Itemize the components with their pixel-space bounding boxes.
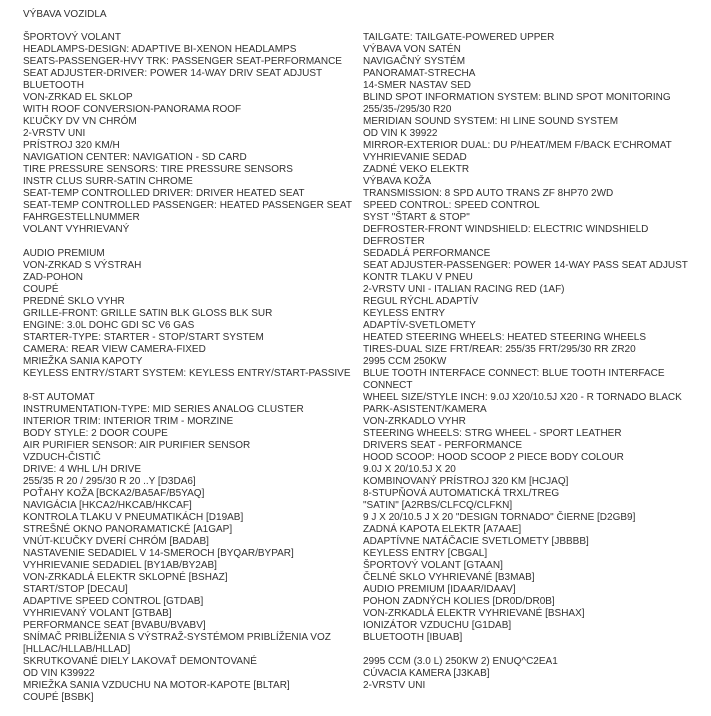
equipment-item-right: SEDADLÁ PERFORMANCE	[363, 248, 491, 259]
equipment-item-right: 2-VRSTV UNI	[363, 680, 426, 691]
equipment-row	[23, 116, 711, 128]
equipment-item-right: KEYLESS ENTRY [CBGAL]	[363, 548, 488, 559]
equipment-item-left: STARTER-TYPE: STARTER - STOP/START SYSTEM	[23, 332, 264, 343]
page-title: VÝBAVA VOZIDLA	[23, 9, 107, 20]
equipment-item-right: HOOD SCOOP: HOOD SCOOP 2 PIECE BODY COLOUR	[363, 452, 624, 463]
equipment-item-right: DEFROSTER-FRONT WINDSHIELD: ELECTRIC WINDSHIELD	[363, 224, 649, 235]
equipment-item-left: VYHRIEVANÝ VOLANT [GTBAB]	[23, 608, 172, 619]
equipment-item-left	[23, 380, 363, 392]
equipment-row	[23, 668, 711, 680]
equipment-row	[23, 404, 711, 416]
equipment-item-right: 8-STUPŇOVÁ AUTOMATICKÁ TRXL/TREG	[363, 488, 560, 499]
equipment-row	[23, 512, 711, 524]
equipment-item-left: BLUETOOTH	[23, 80, 84, 91]
equipment-row	[23, 308, 711, 320]
equipment-item-left: COUPÉ [BSBK]	[23, 692, 94, 703]
equipment-item-left: FAHRGESTELLNUMMER	[23, 212, 140, 223]
equipment-item-left: ADAPTIVE SPEED CONTROL [GTDAB]	[23, 596, 204, 607]
equipment-item-right: 255/35-/295/30 R20	[363, 104, 452, 115]
equipment-item-left: 255/35 R 20 / 295/30 R 20 ..Y [D3DA6]	[23, 476, 196, 487]
equipment-item-left: PERFORMANCE SEAT [BVABU/BVABV]	[23, 620, 206, 631]
equipment-item-right: CÚVACIA KAMERA [J3KAB]	[363, 668, 490, 679]
equipment-item-left: NASTAVENIE SEDADIEL V 14-SMEROCH [BYQAR/BYPAR]	[23, 548, 294, 559]
equipment-item-right: SYST "ŠTART & STOP"	[363, 212, 470, 223]
equipment-row	[23, 536, 711, 548]
equipment-item-left: WITH ROOF CONVERSION-PANORAMA ROOF	[23, 104, 242, 115]
equipment-row	[23, 188, 711, 200]
equipment-item-left: INSTRUMENTATION-TYPE: MID SERIES ANALOG CLUSTER	[23, 404, 304, 415]
equipment-row	[23, 80, 711, 92]
equipment-item-left: STREŠNÉ OKNO PANORAMATICKÉ [A1GAP]	[23, 524, 233, 535]
equipment-item-right: "SATIN" [A2RBS/CLFCQ/CLFKN]	[363, 500, 513, 511]
equipment-row	[23, 344, 711, 356]
equipment-item-left: KEYLESS ENTRY/START SYSTEM: KEYLESS ENTRY/START-PASSIVE	[23, 368, 351, 379]
equipment-row	[23, 200, 711, 212]
equipment-item-left: AUDIO PREMIUM	[23, 248, 105, 259]
equipment-row	[23, 596, 711, 608]
equipment-item-right: NAVIGAČNÝ SYSTÉM	[363, 56, 466, 67]
equipment-row	[23, 296, 711, 308]
equipment-item-left: POŤAHY KOŽA [BCKA2/BA5AF/B5YAQ]	[23, 488, 205, 499]
equipment-item-right: SEAT ADJUSTER-PASSENGER: POWER 14-WAY PASS SEAT ADJUST	[363, 260, 688, 271]
equipment-item-left: AIR PURIFIER SENSOR: AIR PURIFIER SENSOR	[23, 440, 251, 451]
equipment-item-right: POHON ZADNÝCH KOLIES [DR0D/DR0B]	[363, 596, 555, 607]
equipment-row	[23, 32, 711, 44]
equipment-row	[23, 500, 711, 512]
equipment-item-right: VÝBAVA KOŽA	[363, 176, 431, 187]
equipment-row	[23, 332, 711, 344]
equipment-item-right: MIRROR-EXTERIOR DUAL: DU P/HEAT/MEM F/BACK E'CHROMAT	[363, 140, 672, 151]
equipment-item-right: 9 J X 20/10.5 J X 20 "DESIGN TORNADO" ČIERNE [D2GB9]	[363, 512, 636, 523]
equipment-row	[23, 260, 711, 272]
equipment-item-right: 9.0J X 20/10.5J X 20	[363, 464, 456, 475]
equipment-item-left: SEAT-TEMP CONTROLLED DRIVER: DRIVER HEATED SEAT	[23, 188, 305, 199]
equipment-item-left: START/STOP [DECAU]	[23, 584, 128, 595]
equipment-list	[23, 32, 711, 704]
equipment-item-left: SKRUTKOVANÉ DIELY LAKOVAŤ DEMONTOVANÉ	[23, 656, 257, 667]
equipment-row	[23, 56, 711, 68]
equipment-item-right: BLUE TOOTH INTERFACE CONNECT: BLUE TOOTH INTERFACE	[363, 368, 665, 379]
equipment-item-left: SEATS-PASSENGER-HVY TRK: PASSENGER SEAT-PERFORMANCE	[23, 56, 342, 67]
equipment-item-right: KEYLESS ENTRY	[363, 308, 446, 319]
equipment-item-right: 2995 CCM 250KW	[363, 356, 447, 367]
equipment-row	[23, 464, 711, 476]
equipment-item-right: BLIND SPOT INFORMATION SYSTEM: BLIND SPOT MONITORING	[363, 92, 671, 103]
equipment-row	[23, 428, 711, 440]
equipment-item-right: VÝBAVA VON SATÉN	[363, 44, 461, 55]
equipment-row	[23, 632, 711, 644]
equipment-row	[23, 392, 711, 404]
equipment-row	[23, 236, 711, 248]
equipment-row	[23, 320, 711, 332]
equipment-item-left: CAMERA: REAR VIEW CAMERA-FIXED	[23, 344, 206, 355]
equipment-item-right: ZADNÉ VEKO ELEKTR	[363, 164, 470, 175]
equipment-item-right: 2-VRSTV UNI - ITALIAN RACING RED (1AF)	[363, 284, 565, 295]
equipment-row	[23, 164, 711, 176]
equipment-item-left: GRILLE-FRONT: GRILLE SATIN BLK GLOSS BLK SUR	[23, 308, 273, 319]
equipment-item-right: ADAPTÍV-SVETLOMETY	[363, 320, 476, 331]
equipment-item-right: ZADNÁ KAPOTA ELEKTR [A7AAE]	[363, 524, 522, 535]
equipment-item-left: TIRE PRESSURE SENSORS: TIRE PRESSURE SENSORS	[23, 164, 293, 175]
equipment-row	[23, 572, 711, 584]
equipment-item-right: VYHRIEVANIE SEDAD	[363, 152, 467, 163]
equipment-item-right: ČELNÉ SKLO VYHRIEVANÉ [B3MAB]	[363, 572, 535, 583]
equipment-item-left: INSTR CLUS SURR-SATIN CHROME	[23, 176, 193, 187]
equipment-item-left: PRÍSTROJ 320 KM/H	[23, 140, 120, 151]
equipment-item-left: VNÚT-KĽUČKY DVERÍ CHRÓM [BADAB]	[23, 536, 209, 547]
equipment-item-left: COUPÉ	[23, 284, 59, 295]
equipment-row	[23, 212, 711, 224]
equipment-row	[23, 152, 711, 164]
equipment-item-left: BODY STYLE: 2 DOOR COUPE	[23, 428, 168, 439]
equipment-row	[23, 440, 711, 452]
equipment-item-left: VON-ZRKADLÁ ELEKTR SKLOPNÉ [BSHAZ]	[23, 572, 228, 583]
equipment-item-left: VZDUCH-ČISTIČ	[23, 452, 101, 463]
equipment-item-left: SEAT-TEMP CONTROLLED PASSENGER: HEATED PASSENGER SEAT	[23, 200, 352, 211]
equipment-item-left: 2-VRSTV UNI	[23, 128, 86, 139]
equipment-row	[23, 224, 711, 236]
equipment-item-left: NAVIGATION CENTER: NAVIGATION - SD CARD	[23, 152, 247, 163]
equipment-item-right: VON-ZRKADLÁ ELEKTR VYHRIEVANÉ [BSHAX]	[363, 608, 585, 619]
equipment-row	[23, 548, 711, 560]
equipment-item-right: WHEEL SIZE/STYLE INCH: 9.0J X20/10.5J X20 - R TORNADO BLACK	[363, 392, 682, 403]
equipment-row	[23, 284, 711, 296]
equipment-item-right: STEERING WHEELS: STRG WHEEL - SPORT LEATHER	[363, 428, 622, 439]
equipment-item-right	[363, 644, 711, 656]
equipment-item-right: DRIVERS SEAT - PERFORMANCE	[363, 440, 523, 451]
equipment-item-left: KONTROLA TLAKU V PNEUMATIKÁCH [D19AB]	[23, 512, 244, 523]
equipment-item-right: TIRES-DUAL SIZE FRT/REAR: 255/35 FRT/295/30 RR ZR20	[363, 344, 636, 355]
equipment-item-right: 2995 CCM (3.0 L) 250KW 2) ENUQ^C2EA1	[363, 656, 558, 667]
equipment-item-left: 8-ST AUTOMAT	[23, 392, 95, 403]
equipment-item-right: 14-SMER NASTAV SED	[363, 80, 471, 91]
equipment-item-right: PANORAMAT-STRECHA	[363, 68, 476, 79]
equipment-row	[23, 476, 711, 488]
equipment-item-left: ENGINE: 3.0L DOHC GDI SC V6 GAS	[23, 320, 195, 331]
equipment-item-right: DEFROSTER	[363, 236, 425, 247]
equipment-item-left: DRIVE: 4 WHL L/H DRIVE	[23, 464, 141, 475]
equipment-item-left: VYHRIEVANIE SEDADIEL [BY1AB/BY2AB]	[23, 560, 217, 571]
equipment-row	[23, 368, 711, 380]
equipment-item-left: SNÍMAČ PRIBLÍŽENIA S VÝSTRAŽ-SYSTÉMOM PRIBLÍŽENIA VOZ	[23, 632, 331, 643]
equipment-row	[23, 560, 711, 572]
equipment-item-right: SPEED CONTROL: SPEED CONTROL	[363, 200, 540, 211]
equipment-row	[23, 452, 711, 464]
equipment-row	[23, 92, 711, 104]
equipment-item-left: ZAD-POHON	[23, 272, 83, 283]
equipment-item-right: VON-ZRKADLO VYHR	[363, 416, 466, 427]
equipment-row	[23, 524, 711, 536]
equipment-row	[23, 692, 711, 704]
equipment-item-left: VON-ZRKAD S VÝSTRAH	[23, 260, 142, 271]
equipment-item-right: AUDIO PREMIUM [IDAAR/IDAAV]	[363, 584, 516, 595]
equipment-item-right: ADAPTÍVNE NATÁČACIE SVETLOMETY [JBBBB]	[363, 536, 589, 547]
equipment-item-right: TRANSMISSION: 8 SPD AUTO TRANS ZF 8HP70 2WD	[363, 188, 614, 199]
equipment-row	[23, 44, 711, 56]
equipment-row	[23, 608, 711, 620]
equipment-item-right: BLUETOOTH [IBUAB]	[363, 632, 463, 643]
equipment-item-left: MRIEŽKA SANIA VZDUCHU NA MOTOR-KAPOTE [BLTAR]	[23, 680, 290, 691]
equipment-row	[23, 380, 711, 392]
equipment-item-right: OD VIN K 39922	[363, 128, 438, 139]
equipment-item-left: PREDNÉ SKLO VYHR	[23, 296, 125, 307]
equipment-item-right: REGUL RÝCHL ADAPTÍV	[363, 296, 479, 307]
equipment-row	[23, 104, 711, 116]
equipment-row	[23, 176, 711, 188]
equipment-item-left: INTERIOR TRIM: INTERIOR TRIM - MORZINE	[23, 416, 234, 427]
equipment-row	[23, 656, 711, 668]
equipment-item-right: MERIDIAN SOUND SYSTEM: HI LINE SOUND SYSTEM	[363, 116, 619, 127]
equipment-row	[23, 140, 711, 152]
equipment-item-left: ŠPORTOVÝ VOLANT	[23, 32, 121, 43]
equipment-row	[23, 680, 711, 692]
equipment-item-right: HEATED STEERING WHEELS: HEATED STEERING WHEELS	[363, 332, 647, 343]
equipment-item-right: KOMBINOVANÝ PRÍSTROJ 320 KM [HCJAQ]	[363, 476, 569, 487]
equipment-item-right: PARK-ASISTENT/KAMERA	[363, 404, 487, 415]
equipment-row	[23, 272, 711, 284]
equipment-row	[23, 356, 711, 368]
equipment-item-left: SEAT ADJUSTER-DRIVER: POWER 14-WAY DRIV SEAT ADJUST	[23, 68, 323, 79]
equipment-row	[23, 128, 711, 140]
equipment-item-right: TAILGATE: TAILGATE-POWERED UPPER	[363, 32, 555, 43]
equipment-item-left: VON-ZRKAD EL SKLOP	[23, 92, 133, 103]
equipment-item-right	[363, 692, 711, 704]
equipment-item-left: VOLANT VYHRIEVANÝ	[23, 224, 130, 235]
equipment-item-left: KĽUČKY DV VN CHRÓM	[23, 116, 137, 127]
equipment-item-right: ŠPORTOVÝ VOLANT [GTAAN]	[363, 560, 503, 571]
equipment-item-left: MRIEŽKA SANIA KAPOTY	[23, 356, 143, 367]
equipment-row	[23, 248, 711, 260]
equipment-row	[23, 68, 711, 80]
equipment-row	[23, 644, 711, 656]
equipment-row	[23, 620, 711, 632]
equipment-item-left	[23, 236, 363, 248]
equipment-row	[23, 488, 711, 500]
equipment-item-right: IONIZÁTOR VZDUCHU [G1DAB]	[363, 620, 512, 631]
equipment-item-right: CONNECT	[363, 380, 413, 391]
equipment-item-left: [HLLAC/HLLAB/HLLAD]	[23, 644, 131, 655]
equipment-row	[23, 416, 711, 428]
equipment-item-left: OD VIN K39922	[23, 668, 95, 679]
equipment-item-left: NAVIGÁCIA [HKCA2/HKCAB/HKCAF]	[23, 500, 192, 511]
equipment-item-left: HEADLAMPS-DESIGN: ADAPTIVE BI-XENON HEADLAMPS	[23, 44, 297, 55]
equipment-item-right: KONTR TLAKU V PNEU	[363, 272, 473, 283]
equipment-row	[23, 584, 711, 596]
